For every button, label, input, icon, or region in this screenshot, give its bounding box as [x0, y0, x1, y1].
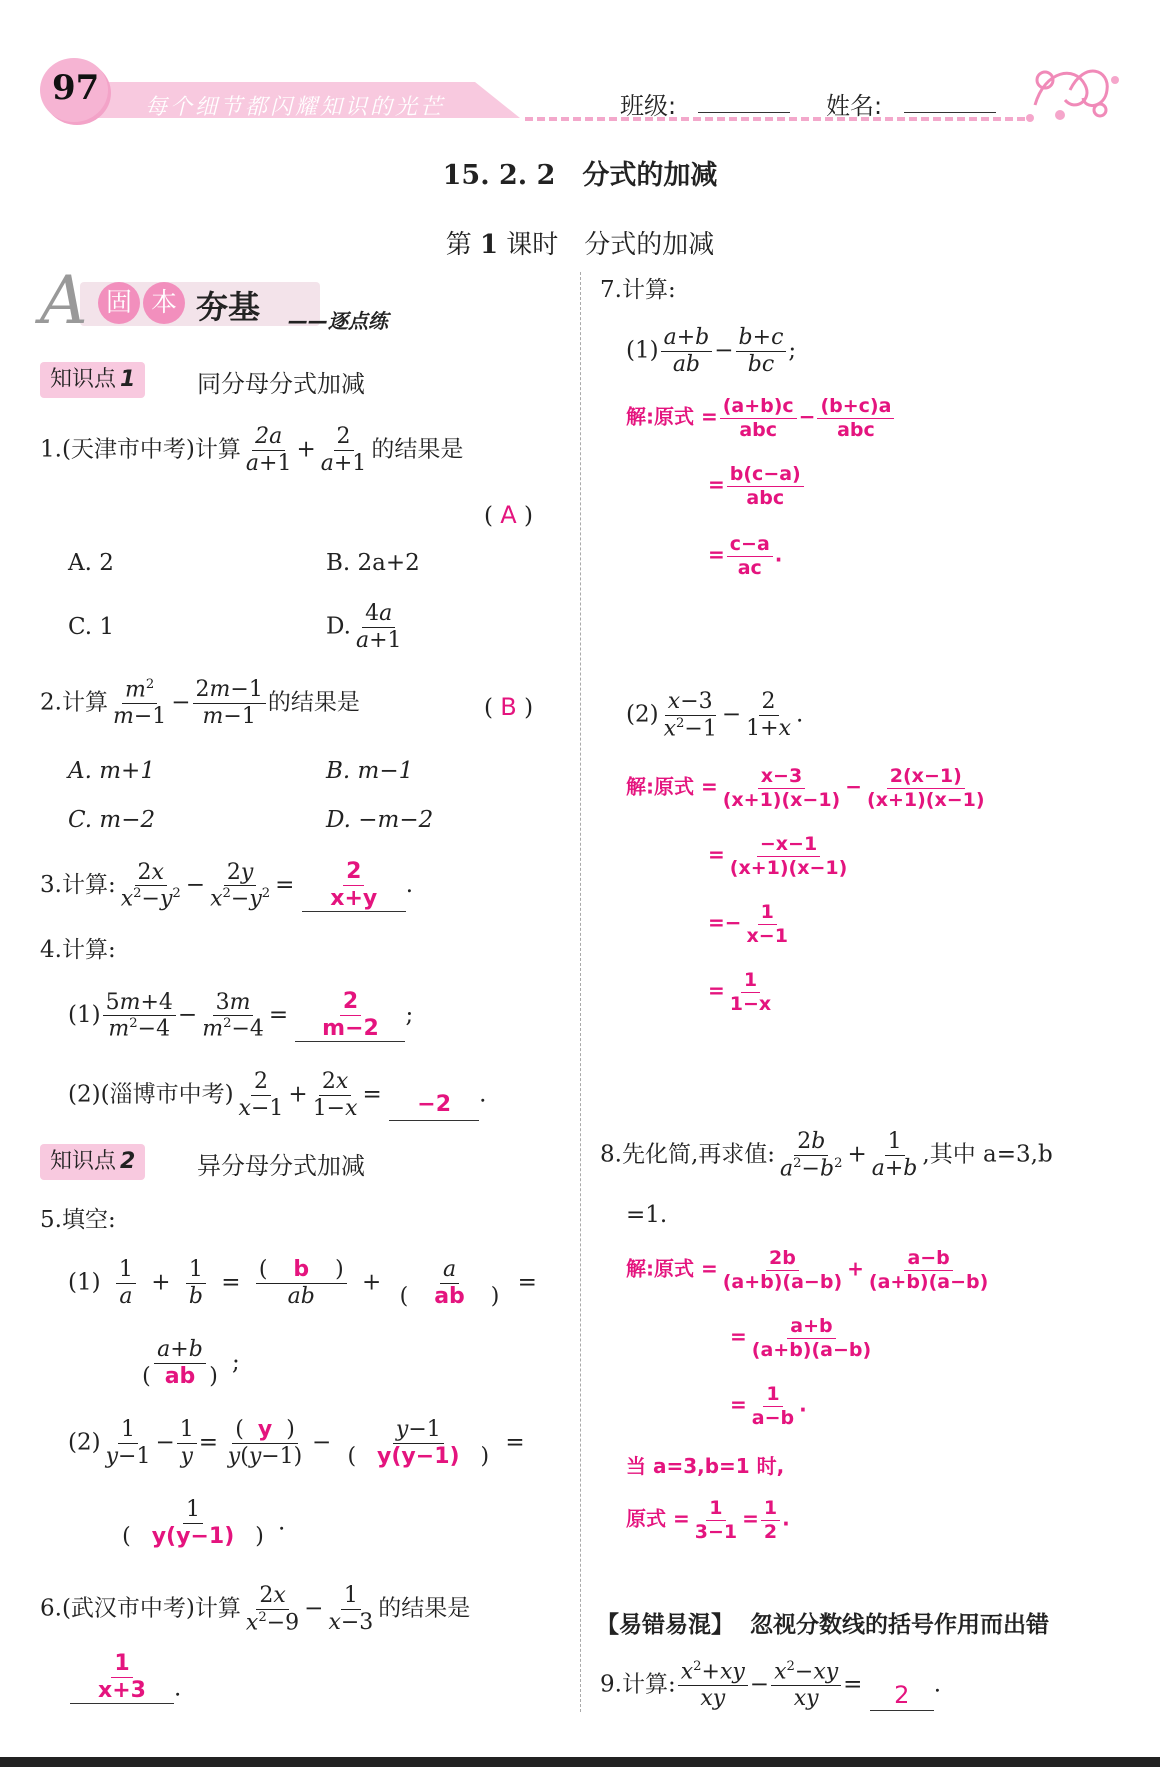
page-number: 97	[52, 68, 100, 108]
q7-p2-solution-2: = $\frac{-x-1}{(x+1)(x-1)}$	[708, 834, 852, 878]
kp2-title: 异分母分式加减	[197, 1152, 365, 1180]
q5-p1-label: (1)	[68, 1269, 101, 1296]
q8-sol-frac-4: $\frac{1}{a-b}$	[751, 1383, 795, 1429]
trap-label: 【易错易混】	[596, 1612, 734, 1638]
q3-fraction-2: $\frac{2y}{x^2-y^2}$	[210, 859, 271, 912]
q5-p2-frac-3: $\frac{( y )}{y(y-1)}$	[227, 1417, 303, 1469]
q1-option-d-label: D.	[326, 613, 351, 640]
q5-p1-frac-2: $\frac{1}{b}$	[186, 1258, 206, 1309]
q3-number: 3.	[40, 872, 62, 899]
q2-text: 计算	[61, 689, 108, 716]
q1-number: 1.	[40, 436, 62, 463]
kp1-title: 同分母分式加减	[197, 370, 365, 398]
q5-blank-4[interactable]: y	[257, 1417, 273, 1442]
q5-blank-1[interactable]: b	[293, 1257, 310, 1282]
section-a-circle-2: 本	[143, 282, 185, 324]
q2-fraction-1: $\frac{m^2}{m-1}$	[112, 677, 167, 730]
q7-p2-fraction-1: $\frac{x-3}{x^2-1}$	[663, 689, 717, 742]
q6-answer-den: x+3	[98, 1677, 146, 1703]
section-a-letter: A	[40, 262, 88, 339]
q7-text: 计算:	[621, 277, 676, 303]
section-a-header	[40, 262, 410, 342]
q1-text: 计算	[194, 436, 241, 463]
header-dashes	[525, 117, 1025, 121]
q3-answer-fraction	[327, 860, 380, 911]
flower-ornament-icon	[1015, 50, 1125, 130]
q5-blank-6[interactable]: y(y−1)	[151, 1523, 235, 1549]
name-field[interactable]	[904, 112, 996, 113]
q8-result: 原式 = $\frac{1}{3-1}$ = $\frac{1}{2}$ .	[626, 1497, 790, 1543]
q6-fraction-1: $\frac{2x}{x^2-9}$	[245, 1583, 300, 1636]
q1-fraction-1: $\frac{2a}{a+1}$	[245, 424, 292, 476]
q5-p2-frac-4: $\frac{y-1}{( y(y-1) )}$	[347, 1417, 490, 1469]
q9-fraction-1: $\frac{x^2+xy}{xy}$	[678, 1660, 748, 1711]
q6-source: (武汉市中考)	[61, 1595, 195, 1622]
q8-result-label: 原式 =	[626, 1506, 690, 1531]
q9-answer-blank[interactable]	[870, 1680, 934, 1711]
q2-tail: 的结果是	[267, 689, 360, 716]
class-label: 班级:	[620, 92, 677, 120]
q5-p1-frac-3: $\frac{( b )}{ab}$	[256, 1258, 347, 1309]
q4-part-2: (2)(淄博市中考) $\frac{2}{x-1}$ + $\frac{2x}{1-x}$ = −2 .	[68, 1069, 487, 1121]
class-field[interactable]	[698, 112, 790, 113]
q8-condition: ,其中 a=3,b	[922, 1141, 1053, 1168]
q2-fraction-2: $\frac{2m-1}{m-1}$	[193, 678, 266, 729]
q6-answer-line: $\frac{1}{x+3}$ .	[70, 1652, 181, 1704]
q7-p1-sol-frac-2: $\frac{(b+c)a}{\text{abc}}$	[817, 396, 894, 440]
q4-p2-source: (淄博市中考)	[100, 1081, 234, 1108]
q5-part-2-cont: $\frac{1}{( y(y-1) )}$ .	[108, 1498, 285, 1549]
q5-p2-label: (2)	[68, 1429, 101, 1456]
q7-p1-sol-frac-4: $\frac{c-a}{ac}$	[727, 534, 773, 578]
q2-option-a[interactable]: A. m+1	[68, 758, 155, 784]
q7-p1-fraction-1: $\frac{a+b}{ab}$	[661, 326, 713, 377]
knowledge-point-1	[40, 362, 145, 398]
q5-p1-frac-5: $\frac{a+b}{( ab )}$	[142, 1337, 218, 1389]
q6-number: 6.	[40, 1595, 62, 1622]
q1-tail: 的结果是	[371, 436, 464, 463]
question-3: 3.计算: $\frac{2x}{x^2-y^2}$ − $\frac{2y}{x^2-y^2}$ = $\frac{2}{x+y}$ .	[40, 859, 414, 912]
lesson-title: 15. 2. 2 分式的加减	[442, 160, 718, 191]
section-a-text: 夯基	[196, 288, 261, 326]
question-9: 9.计算: $\frac{x^2+xy}{xy}$ − $\frac{x^2-xy}{xy}$ = 2 .	[600, 1659, 942, 1712]
question-7	[600, 275, 676, 305]
q8-when: 当 a=3,b=1 时,	[626, 1454, 785, 1478]
q2-option-b[interactable]: B. m−1	[326, 758, 414, 784]
q9-text: 计算:	[621, 1671, 676, 1698]
kp2-number: 2	[120, 1149, 136, 1174]
bottom-bar	[0, 1757, 1160, 1767]
knowledge-point-2	[40, 1144, 145, 1180]
q7-p2-sol-frac-3: $\frac{-x-1}{(x+1)(x-1)}$	[729, 833, 848, 879]
q8-solution-1: 解:原式 = $\frac{2b}{(a+b)(a-b)}$ + $\frac{a-b}{(a+b)(a-b)}$	[626, 1248, 993, 1292]
q7-part-2: (2) $\frac{x-3}{x^2-1}$ − $\frac{2}{1+x}$ .	[626, 689, 804, 742]
q4-p2-label: (2)	[68, 1081, 101, 1108]
q4-p1-fraction-2: $\frac{3m}{m^2-4}$	[202, 989, 264, 1042]
q4-part-1: (1) $\frac{5m+4}{m^2-4}$ − $\frac{3m}{m^2-4}$ = $\frac{2}{m-2}$ ;	[68, 989, 414, 1042]
q2-answer: B	[500, 693, 517, 721]
q8-sol-frac-1: $\frac{2b}{(a+b)(a-b)}$	[722, 1247, 843, 1293]
subtitle-prefix: 第	[445, 230, 480, 260]
q7-p2-sol-label: 解:原式 =	[626, 774, 718, 799]
q4-number: 4.	[40, 937, 62, 963]
q8-solution-3: = $\frac{1}{a-b}$ .	[730, 1383, 807, 1429]
q5-p2-frac-2: $\frac{1}{y}$	[177, 1418, 197, 1469]
q1-answer: A	[500, 501, 517, 529]
q6-answer-blank[interactable]	[70, 1652, 174, 1704]
q8-result-frac-1: $\frac{1}{3-1}$	[694, 1497, 738, 1543]
q4-p2-fraction-2: $\frac{2x}{1-x}$	[312, 1069, 358, 1121]
q1-option-a[interactable]: A. 2	[68, 550, 114, 576]
q6-answer-num: 1	[111, 1652, 132, 1678]
q5-blank-3[interactable]: ab	[164, 1363, 196, 1389]
q7-number: 7.	[600, 277, 622, 303]
q7-p2-fraction-2: $\frac{2}{1+x}$	[746, 689, 791, 741]
q8-sol-label: 解:原式 =	[626, 1256, 718, 1281]
q5-p1-frac-4: $\frac{a}{( ab )}$	[399, 1257, 500, 1309]
q9-answer: 2	[894, 1680, 910, 1709]
question-8: 8.先化简,再求值: $\frac{2b}{a^2-b^2}$ + $\frac{1}{a+b}$ ,其中 a=3,b	[600, 1129, 1053, 1182]
q5-part-1: (1) $\frac{1}{a}$ + $\frac{1}{b}$ = $\frac{( b )}{ab}$ + $\frac{a}{( ab )}$ =	[68, 1257, 537, 1309]
slogan: 每个细节都闪耀知识的光芒	[145, 95, 446, 120]
q2-option-d[interactable]: D. −m−2	[326, 807, 434, 833]
q7-p2-sol-frac-2: $\frac{2(x-1)}{(x+1)(x-1)}$	[867, 765, 985, 811]
q9-number: 9.	[600, 1671, 622, 1698]
q9-fraction-2: $\frac{x^2-xy}{xy}$	[771, 1660, 841, 1711]
q8-condition-cont: =1.	[626, 1202, 668, 1228]
q4-p1-answer-den: m−2	[322, 1015, 379, 1041]
subtitle-number: 1	[479, 230, 499, 260]
question-2: 2.计算 $\frac{m^2}{m-1}$ − $\frac{2m-1}{m-1}$ 的结果是	[40, 677, 360, 730]
q5-blank-2[interactable]: ab	[434, 1283, 465, 1309]
q7-p1-sol-label: 解:原式 =	[626, 404, 718, 429]
q4-text: 计算:	[61, 937, 116, 963]
q3-text: 计算:	[61, 872, 116, 899]
q4-p2-answer-blank[interactable]	[389, 1090, 479, 1121]
q7-p1-sol-frac-1: $\frac{(a+b)c}{\text{abc}}$	[720, 396, 797, 440]
q4-p1-answer-blank[interactable]	[295, 990, 405, 1042]
q4-p1-answer-num: 2	[340, 990, 361, 1016]
name-label: 姓名:	[826, 92, 883, 120]
q5-p2-frac-1: $\frac{1}{y-1}$	[105, 1417, 151, 1469]
question-1: 1.(天津市中考)计算 $\frac{2a}{a+1}$ + $\frac{2}{a+1}$ 的结果是	[40, 424, 464, 476]
q1-answer-bracket: ( A )	[484, 501, 534, 529]
q6-answer-fraction	[95, 1652, 149, 1703]
kp2-label: 知识点	[50, 1149, 117, 1174]
q5-p1-frac-1: $\frac{1}{a}$	[116, 1258, 136, 1309]
q4-p1-fraction-1: $\frac{5m+4}{m^2-4}$	[103, 991, 176, 1042]
q7-p1-fraction-2: $\frac{b+c}{bc}$	[736, 326, 787, 377]
q4-p1-label: (1)	[68, 1002, 101, 1029]
q1-option-d[interactable]	[326, 602, 407, 653]
q2-option-c[interactable]: C. m−2	[68, 807, 156, 833]
q7-p2-solution-4: = $\frac{1}{1-x}$	[708, 970, 776, 1014]
kp1-number: 1	[120, 367, 136, 392]
trap-text: 忽视分数线的括号作用而出错	[750, 1612, 1050, 1638]
q7-p1-solution-1: 解:原式 = $\frac{(a+b)c}{\text{abc}}$ − $\frac{(b+c)a}{\text{abc}}$	[626, 396, 896, 440]
q6-fraction-2: $\frac{1}{x-3}$	[328, 1583, 374, 1635]
section-a-circle-1: 固	[98, 282, 140, 324]
q7-p2-label: (2)	[626, 701, 659, 728]
q7-p2-sol-frac-5: $\frac{1}{1-x}$	[729, 969, 772, 1015]
q8-fraction-1: $\frac{2b}{a^2-b^2}$	[780, 1129, 843, 1182]
question-5	[40, 1205, 116, 1235]
q8-number: 8.	[600, 1141, 622, 1168]
q4-p2-answer: −2	[417, 1091, 452, 1117]
q1-fraction-2: $\frac{2}{a+1}$	[320, 424, 367, 476]
q5-text: 填空:	[61, 1207, 116, 1233]
q8-result-frac-2: $\frac{1}{2}$	[761, 1498, 780, 1542]
question-4	[40, 935, 116, 965]
q2-number: 2.	[40, 689, 62, 716]
q5-part-2: (2) $\frac{1}{y-1}$ − $\frac{1}{y}$ = $\frac{( y )}{y(y-1)}$ − $\frac{y-1}{( y(y-1) )}$ =	[68, 1417, 525, 1469]
q4-p2-fraction-1: $\frac{2}{x-1}$	[238, 1069, 284, 1121]
section-a-sub: ——逐点练	[288, 309, 388, 333]
trap-header	[596, 1606, 1049, 1639]
q7-p1-sol-frac-3: $\frac{b(c-a)}{\text{abc}}$	[727, 464, 804, 508]
q7-p1-label: (1)	[626, 337, 659, 364]
q8-text: 先化简,再求值:	[621, 1141, 776, 1168]
q5-number: 5.	[40, 1207, 62, 1233]
q7-p2-sol-frac-4: $\frac{1}{x-1}$	[746, 901, 788, 947]
q3-answer-num: 2	[343, 860, 364, 886]
q1-option-d-fraction: $\frac{4a}{a+1}$	[355, 601, 402, 653]
q7-p1-solution-3: = $\frac{c-a}{ac}$ .	[708, 533, 783, 579]
q5-blank-5[interactable]: y(y−1)	[377, 1443, 460, 1469]
column-divider	[580, 272, 581, 1712]
q7-part-1: (1) $\frac{a+b}{ab}$ − $\frac{b+c}{bc}$ ;	[626, 325, 797, 377]
q7-p2-sol-frac-1: $\frac{x-3}{(x+1)(x-1)}$	[722, 765, 841, 811]
subtitle-rest: 课时 分式的加减	[498, 230, 715, 260]
question-6: 6.(武汉市中考)计算 $\frac{2x}{x^2-9}$ − $\frac{1}{x-3}$ 的结果是	[40, 1583, 471, 1636]
q3-answer-blank[interactable]	[302, 860, 406, 912]
q4-p1-answer-fraction	[319, 990, 382, 1041]
q7-p2-solution-3: =− $\frac{1}{x-1}$	[708, 902, 793, 946]
q3-fraction-1: $\frac{2x}{x^2-y^2}$	[120, 859, 181, 912]
q8-sol-frac-2: $\frac{a-b}{(a+b)(a-b)}$	[868, 1247, 989, 1293]
q1-option-b[interactable]: B. 2a+2	[326, 550, 420, 576]
q5-part-1-cont: $\frac{a+b}{( ab )}$ ;	[128, 1338, 240, 1389]
q6-text: 计算	[194, 1595, 241, 1622]
q3-answer-den: x+y	[330, 885, 378, 911]
q7-p2-solution-1: 解:原式 = $\frac{x-3}{(x+1)(x-1)}$ − $\frac{2(x-1)}{(x+1)(x-1)}$	[626, 766, 990, 810]
q1-source: (天津市中考)	[61, 436, 195, 463]
lesson-subtitle	[0, 224, 1160, 261]
q6-tail: 的结果是	[378, 1595, 471, 1622]
q8-fraction-2: $\frac{1}{a+b}$	[871, 1129, 918, 1181]
q5-p2-frac-5: $\frac{1}{( y(y-1) )}$	[122, 1497, 264, 1549]
q7-p1-solution-2: = $\frac{b(c-a)}{\text{abc}}$	[708, 464, 806, 508]
q8-sol-frac-3: $\frac{a+b}{(a+b)(a-b)}$	[751, 1315, 872, 1361]
q1-option-c[interactable]: C. 1	[68, 614, 115, 640]
kp1-label: 知识点	[50, 367, 117, 392]
q2-answer-bracket: ( B )	[484, 693, 534, 721]
q8-solution-2: = $\frac{a+b}{(a+b)(a-b)}$	[730, 1316, 876, 1360]
